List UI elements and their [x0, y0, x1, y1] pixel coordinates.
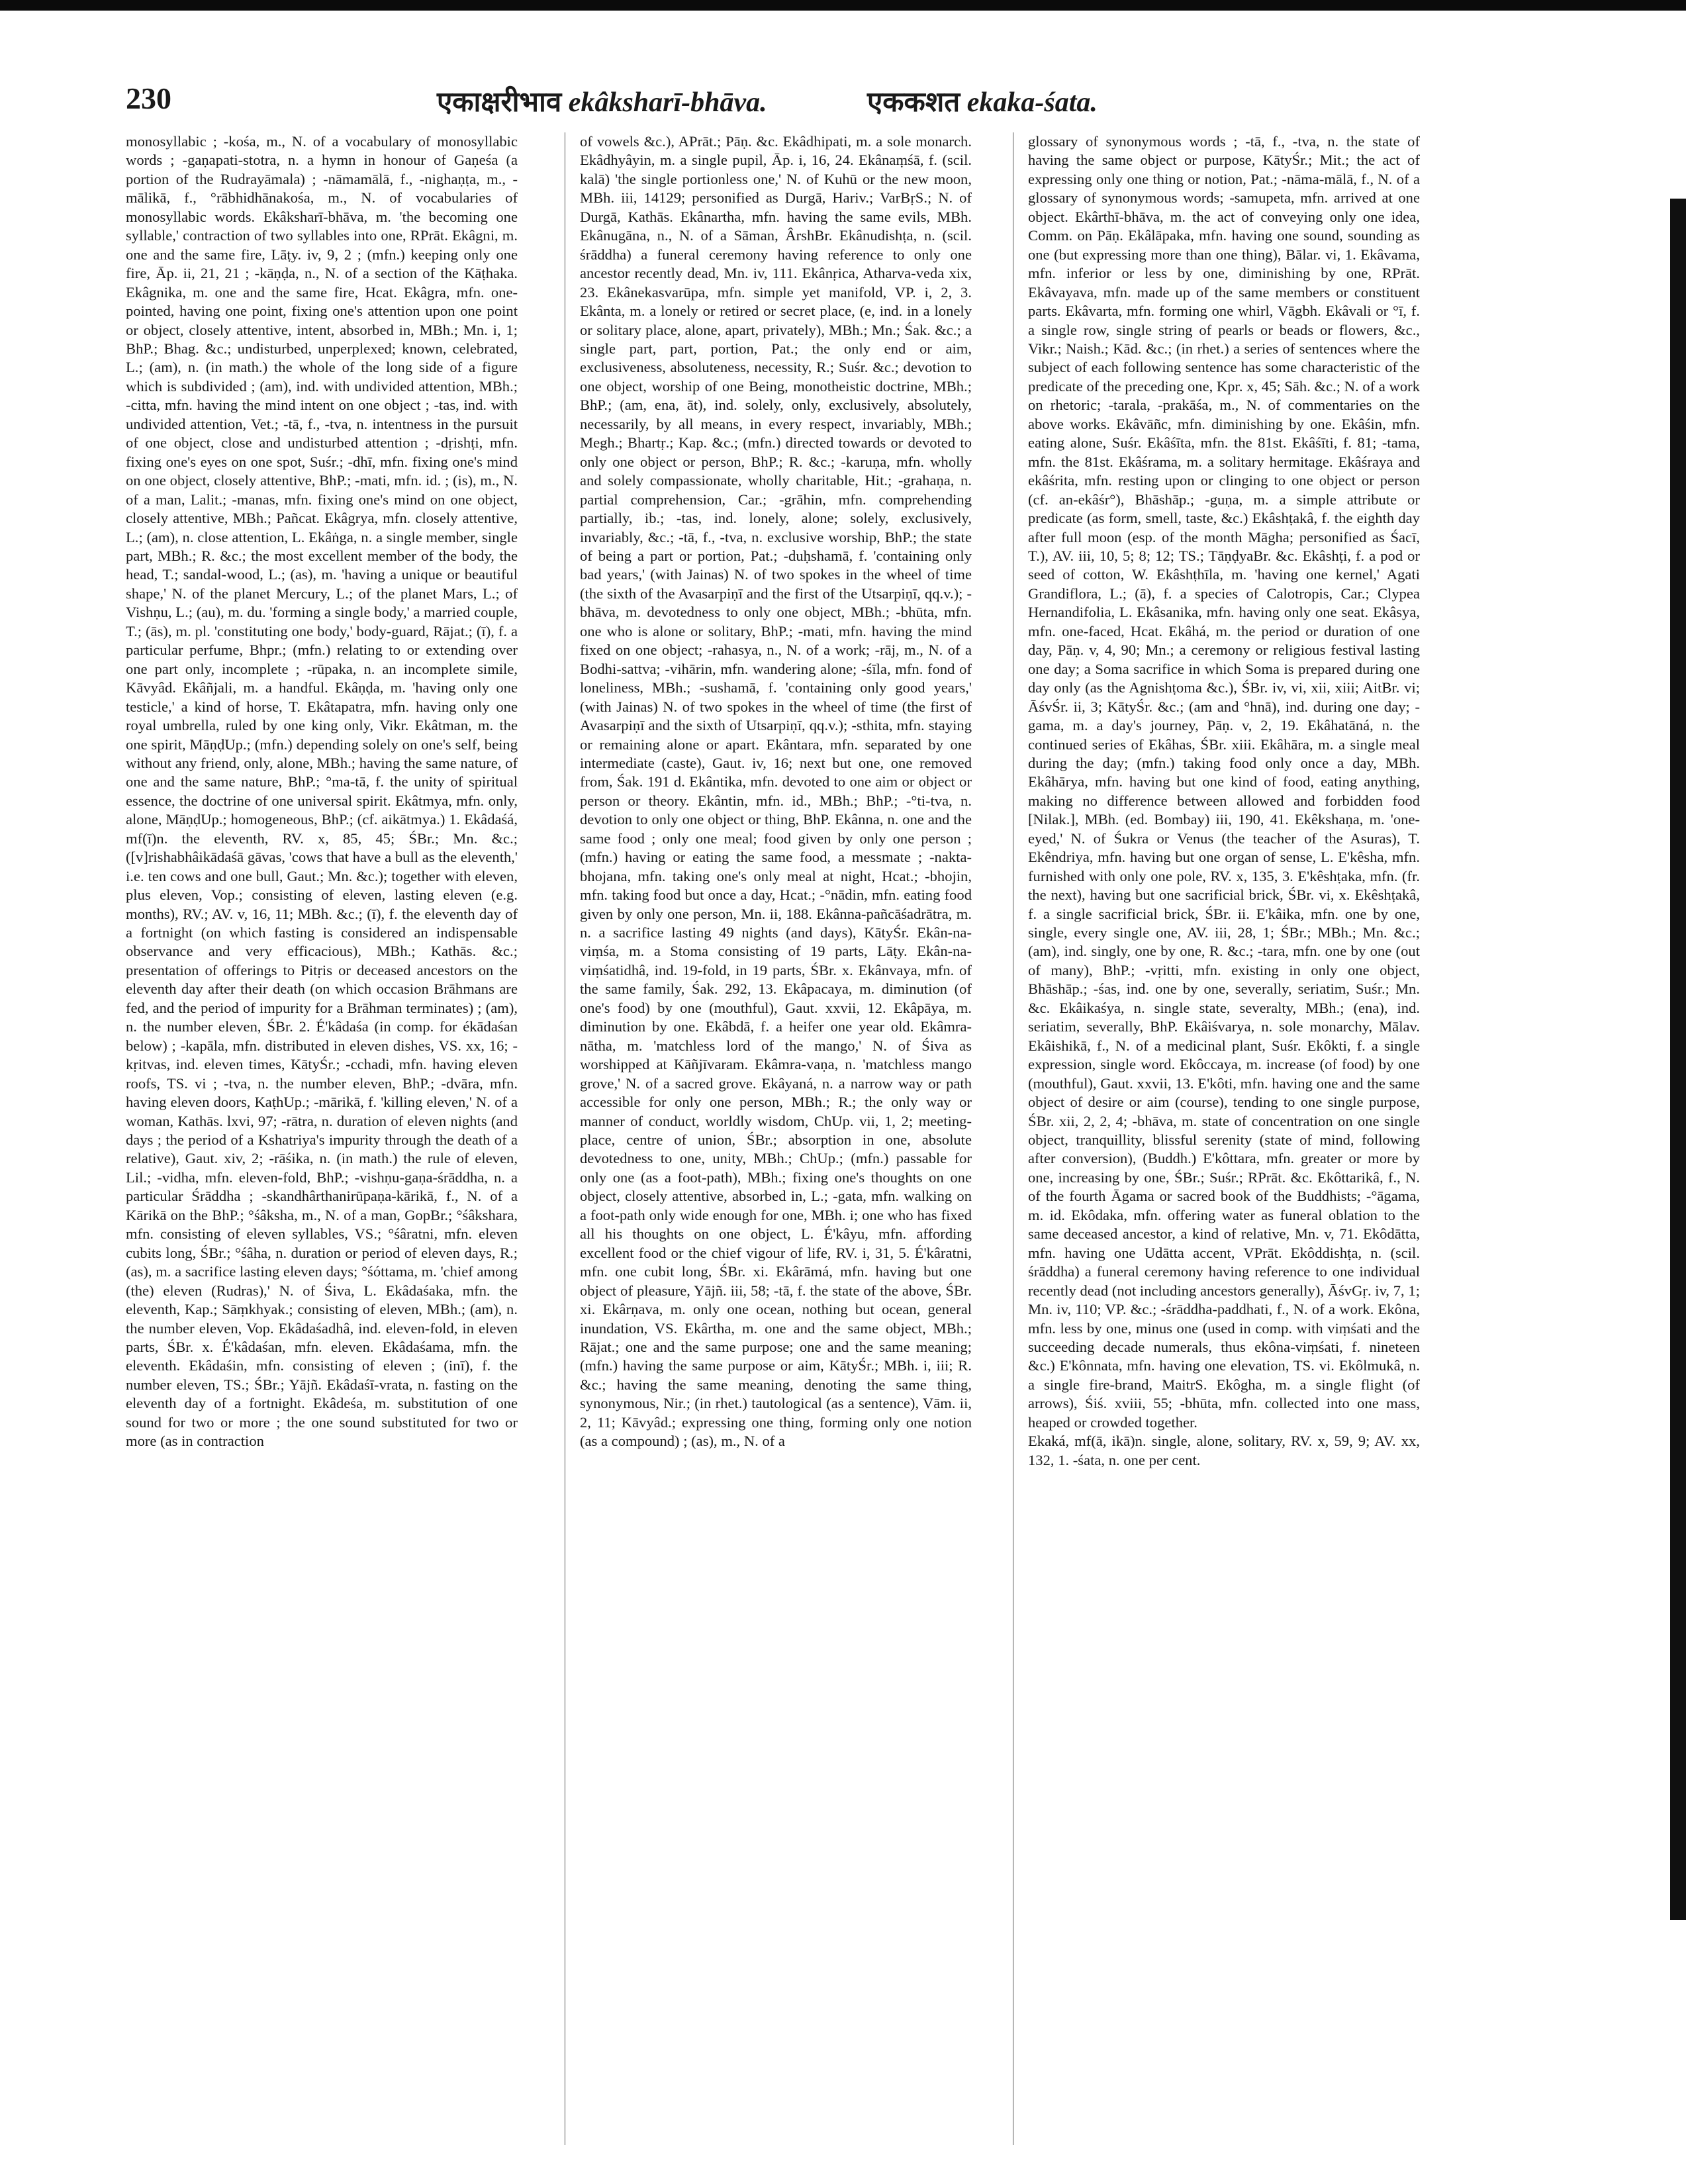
left-headword-devanagari: एकाक्षरीभाव: [437, 85, 562, 118]
left-running-headword: [437, 82, 767, 120]
page-header: [126, 78, 1324, 131]
right-running-headword: [867, 82, 1098, 120]
top-border-bar: [0, 0, 1686, 11]
dictionary-column-1: monosyllabic ; -kośa, m., N. of a vocabulary of monosyllabic words ; -gaṇapati-stotra, n. a hymn in honour of Gaṇeśa (a portion of the Rudrayāmala) ; -nāmamālā, f., -nighaṇṭa, m., -mālikā, f., °rābhidhānakośa, m., N. of vocabularies of monosyllabic words. Ekâksharī-bhāva, m. 'the becoming one syllable,' contraction of two syllables into one, RPrāt. Ekâgni, m. one and the same fire, Lāṭy. iv, 9, 2 ; (mfn.) keeping only one fire, Āp. ii, 21, 21 ; -kāṇḍa, n., N. of a section of the Kāṭhaka. Ekâgnika, m. one and the same fire, Hcat. Ekâgra, mfn. one-pointed, having one point, fixing one's attention upon one point or object, closely attentive, intent, absorbed in, MBh.; Mn. i, 1; BhP.; Bhag. &c.; undisturbed, unperplexed; known, celebrated, L.; (am), n. (in math.) the whole of the long side of a figure which is subdivided ; (am), ind. with undivided attention, MBh.; -citta, mfn. having the mind intent on one object ; -tas, ind. with undivided attention, Vet.; -tā, f., -tva, n. intentness in the pursuit of one object, close and undisturbed attention ; -dṛishṭi, mfn. fixing one's eyes on one spot, Suśr.; -dhī, mfn. fixing one's mind on one object, closely attentive, BhP.; -mati, mfn. id. ; (is), m., N. of a man, Lalit.; -manas, mfn. fixing one's mind on one object, closely attentive, MBh.; Pañcat. Ekâgrya, mfn. closely attentive, L.; (am), n. close attention, L. Ekâṅga, n. a single member, single part, MBh.; R. &c.; the most excellent member of the body, the head, T.; sandal-wood, L.; (as), m. 'having a unique or beautiful shape,' N. of the planet Mercury, L.; of the planet Mars, L.; of Vishṇu, L.; (au), m. du. 'forming a single body,' a married couple, T.; (ās), m. pl. 'constituting one body,' body-guard, Rājat.; (ī), f. a particular perfume, Bhpr.; (mfn.) relating to or extending over one part only, incomplete ; -rūpaka, n. an incomplete simile, Kāvyâd. Ekâñjali, m. a handful. Ekâṇḍa, m. 'having only one testicle,' a kind of horse, T. Ekâtapatra, mfn. having only one royal umbrella, ruled by one king only, Vikr. Ekâtman, m. the one spirit, MāṇḍUp.; (mfn.) depending solely on one's self, being without any friend, only, alone, MBh.; having the same nature, of one and the same nature, BhP.; °ma-tā, f. the unity of spiritual essence, the doctrine of one universal spirit. Ekâtmya, mfn. only, alone, MāṇḍUp.; homogeneous, BhP.; (cf. aikātmya.) 1. Ekâdaśá, mf(ī)n. the eleventh, RV. x, 85, 45; ŚBr.; Mn. &c.; ([v]rishabhâikādaśā gāvas, 'cows that have a bull as the eleventh,' i.e. ten cows and one bull, Gaut.; Mn. &c.); together with eleven, plus eleven, Vop.; consisting of eleven, lasting eleven (e.g. months), RV.; AV. v, 16, 11; MBh. &c.; (ī), f. the eleventh day of a fortnight (on which fasting is considered an indispensable observance and very efficacious), MBh.; Kathās. &c.; presentation of offerings to Pitṛis or deceased ancestors on the eleventh day after their death (on which occasion Brāhmans are fed, and the period of impurity for a Brāhman terminates) ; (am), n. the number eleven, ŚBr. 2. É'kâdaśa (in comp. for ékādaśan below) ; -kapāla, mfn. distributed in eleven dishes, VS. xx, 16; -kṛitvas, ind. eleven times, KātyŚr.; -cchadi, mfn. having eleven roofs, TS. vi ; -tva, n. the number eleven, BhP.; -dvāra, mfn. having eleven doors, KaṭhUp.; -mārikā, f. 'killing eleven,' N. of a woman, Kathās. lxvi, 97; -rātra, n. duration of eleven nights (and days ; the period of a Kshatriya's impurity through the death of a relative), Gaut. xiv, 2; -rāśika, n. (in math.) the rule of eleven, Lil.; -vidha, mfn. eleven-fold, BhP.; -vishṇu-gaṇa-śrāddha, n. a particular Śrāddha ; -skandhârthanirūpaṇa-kārikā, f., N. of a Kārikā on the BhP.; °śâksha, m., N. of a man, GopBr.; °śâkshara, mfn. consisting of eleven syllables, VS.; °śâratni, mfn. eleven cubits long, ŚBr.; °śâha, n. duration or period of eleven days, R.; (as), m. a sacrifice lasting eleven days; °śóttama, m. 'chief among (the) eleven (Rudras),' N. of Śiva, L. Ekâdaśaka, mfn. the eleventh, Kap.; Sāṃkhyak.; consisting of eleven, MBh.; (am), n. the number eleven, Vop. Ekâdaśadhâ, ind. eleven-fold, in eleven parts, ŚBr. x. É'kâdaśan, mfn. eleven. Ekâdaśama, mfn. the eleventh. Ekâdaśin, mfn. consisting of eleven ; (inī), f. the number eleven, TS.; ŚBr.; Yājñ. Ekâdaśī-vrata, n. fasting on the eleventh day of a fortnight. Ekâdeśa, m. substitution of one sound for two or more ; the one sound substituted for two or more (as in contraction: [126, 133, 518, 1450]
page-number: 230: [126, 81, 171, 115]
right-headword-devanagari: एककशत: [867, 85, 960, 118]
right-headword-latin: ekaka-śata.: [966, 87, 1098, 118]
dictionary-column-2: of vowels &c.), APrāt.; Pāṇ. &c. Ekâdhipati, m. a sole monarch. Ekâdhyâyin, m. a single pupil, Āp. i, 16, 24. Ekânaṃśā, f. (scil. kalā) 'the single portionless one,' N. of Kuhū or the new moon, MBh. iii, 14129; personified as Durgā, Hariv.; VarBṛS.; N. of Durgā, Kathās. Ekânartha, mfn. having the same evils, MBh. Ekânugāna, n., N. of a Sāman, ÂrshBr. Ekânudishṭa, n. (scil. śrāddha) a funeral ceremony having reference to only one ancestor recently dead, Mn. iv, 111. Ekânṛica, Atharva-veda xix, 23. Ekânekasvarūpa, mfn. simple yet manifold, VP. i, 2, 3. Ekânta, m. a lonely or retired or secret place, (e, ind. in a lonely or solitary place, alone, apart, privately), MBh.; Mn.; Śak. &c.; a single part, part, portion, Pat.; the only end or aim, exclusiveness, absoluteness, necessity, R.; Suśr. &c.; devotion to one object, worship of one Being, monotheistic doctrine, MBh.; BhP.; (am, ena, āt), ind. solely, only, exclusively, absolutely, necessarily, by all means, in every respect, invariably, MBh.; Megh.; Bhartṛ.; Kap. &c.; (mfn.) directed towards or devoted to only one object or person, BhP.; R. &c.; -karuṇa, mfn. wholly and solely compassionate, wholly charitable, Hit.; -grahaṇa, n. partial comprehension, Car.; -grāhin, mfn. comprehending partially, ib.; -tas, ind. lonely, alone; solely, exclusively, invariably, &c.; -tā, f., -tva, n. exclusive worship, BhP.; the state of being a part or portion, Pat.; -duḥshamā, f. 'containing only bad years,' (with Jainas) N. of two spokes in the wheel of time (the sixth of the Avasarpiṇī and the first of the Utsarpiṇī, qq.v.); -bhāva, m. devotedness to only one object, MBh.; -bhūta, mfn. one who is alone or solitary, BhP.; -mati, mfn. having the mind fixed on one object; -rahasya, n., N. of a work; -rāj, m., N. of a Bodhi-sattva; -vihārin, mfn. wandering alone; -śīla, mfn. fond of loneliness, MBh.; -sushamā, f. 'containing only good years,' (with Jainas) N. of two spokes in the wheel of time (the first of Avasarpiṇī and the sixth of Utsarpiṇī, qq.v.); -sthita, mfn. staying or remaining alone or apart. Ekântara, mfn. separated by one intermediate (caste), Gaut. iv, 16; next but one, one removed from, Śak. 191 d. Ekântika, mfn. devoted to one aim or object or person or theory. Ekântin, mfn. id., MBh.; BhP.; -°ti-tva, n. devotion to only one object or thing, BhP. Ekânna, n. one and the same food ; only one meal; food given by only one person ; (mfn.) having or eating the same food, a messmate ; -nakta-bhojana, mfn. taking one's only meal at night, Hcat.; -bhojin, mfn. taking food but once a day, Hcat.; -°nādin, mfn. eating food given by only one person, Mn. ii, 188. Ekânna-pañcāśadrātra, m. n. a sacrifice lasting 49 nights (and days), KātyŚr. Ekân-na-viṃśa, m. a Stoma consisting of 19 parts, Lāṭy. Ekân-na-viṃśatidhâ, ind. 19-fold, in 19 parts, ŚBr. x. Ekânvaya, mfn. of the same family, Śak. 292, 13. Ekâpacaya, m. diminution (of one's food) by one (mouthful), Gaut. xxvii, 12. Ekâpāya, m. diminution by one. Ekâbdā, f. a heifer one year old. Ekâmra-nātha, m. 'matchless lord of the mango,' N. of Śiva as worshipped at Kāñjīvaram. Ekâmra-vaṇa, n. 'matchless mango grove,' N. of a sacred grove. Ekâyaná, n. a narrow way or path accessible for only one person, MBh.; R.; the only way or manner of conduct, worldly wisdom, ChUp. vii, 1, 2; meeting-place, centre of union, ŚBr.; absorption in one, absolute devotedness to one, unity, MBh.; ChUp.; (mfn.) passable for only one (as a foot-path), MBh.; fixing one's thoughts on one object, closely attentive, absorbed in, L.; -gata, mfn. walking on a foot-path only wide enough for one, MBh. i; one who has fixed all his thoughts on one object, L. É'kâyu, mfn. affording excellent food or the chief vigour of life, RV. i, 31, 5. É'kâratni, mfn. one cubit long, ŚBr. xi. Ekârāmá, mfn. having but one object of pleasure, Yājñ. iii, 58; -tā, f. the state of the above, ŚBr. xi. Ekârṇava, m. only one ocean, nothing but ocean, general inundation, VS. Ekârtha, m. one and the same object, MBh.; Rājat.; one and the same purpose; one and the same meaning; (mfn.) having the same purpose or aim, KātyŚr.; MBh. i, iii; R. &c.; having the same meaning, denoting the same thing, synonymous, Nir.; (in rhet.) tautological (as a sentence), Vām. ii, 2, 11; Kāvyâd.; expressing one thing, forming only one notion (as a compound) ; (as), m., N. of a: [580, 133, 972, 1450]
scan-edge-shadow: [1670, 199, 1686, 1920]
left-headword-latin: ekâksharī-bhāva.: [568, 87, 767, 118]
dictionary-column-3: glossary of synonymous words ; -tā, f., -tva, n. the state of having the same object or purpose, KātyŚr.; Mit.; the act of expressing only one thing or notion, Pat.; -nāma-mālā, f., N. of a glossary of synonymous words; -samupeta, mfn. arrived at one object. Ekârthī-bhāva, m. the act of conveying only one idea, Comm. on Pāṇ. Ekâlāpaka, mfn. having one sound, sounding as one (but expressing more than one thing), Bālar. vi, 1. Ekâvama, mfn. inferior or less by one, diminishing by one, RPrāt. Ekâvayava, mfn. made up of the same members or constituent parts. Ekâvarta, mfn. forming one whirl, Vāgbh. Ekâvali or °ī, f. a single row, single string of pearls or beads or flowers, &c., Vikr.; Naish.; Kād. &c.; (in rhet.) a series of sentences where the subject of each following sentence has some characteristic of the predicate of the preceding one, Kpr. x, 45; Sāh. &c.; N. of a work on rhetoric; -tarala, -prakāśa, m., N. of commentaries on the above works. Ekâvāñc, mfn. diminishing by one. Ekâśin, mfn. eating alone, Suśr. Ekâśīta, mfn. the 81st. Ekâśīti, f. 81; -tama, mfn. the 81st. Ekâśrama, m. a solitary hermitage. Ekâśraya and ekâśrita, mfn. resting upon or clinging to one object or person (cf. an-ekâśr°), Bhāshāp.; -guṇa, m. a simple attribute or predicate (as form, smell, taste, &c.) Ekâshṭakâ, f. the eighth day after full moon (esp. of the month Māgha; personified as Śacī, T.), AV. iii, 10, 5; 8; 12; TS.; TāṇḍyaBr. &c. Ekâshṭi, f. a pod or seed of cotton, W. Ekâshṭhīla, m. 'having one kernel,' Agati Grandiflora, L.; (ā), f. a species of Calotropis, Car.; Clypea Hernandifolia, L. Ekâsanika, mfn. having only one seat. Ekâsya, mfn. one-faced, Hcat. Ekâhá, m. the period or duration of one day, Pāṇ. v, 4, 90; Mn.; a ceremony or religious festival lasting one day; a Soma sacrifice in which Soma is prepared during one day only (as the Agnishṭoma &c.), ŚBr. iv, vi, xii, xiii; AitBr. vi; ĀśvŚr. ii, 3; KātyŚr. &c.; (am and °hnā), ind. during one day; -gama, m. a day's journey, Pāṇ. v, 2, 19. Ekâhatāná, n. the continued series of Ekâhas, ŚBr. xiii. Ekâhāra, m. a single meal during the day; (mfn.) taking food only once a day, MBh. Ekâhārya, mfn. having but one kind of food, eating anything, making no difference between allowed and forbidden food [Nilak.], MBh. (ed. Bombay) iii, 190, 41. Ekêkshaṇa, m. 'one-eyed,' N. of Śukra or Venus (the teacher of the Asuras), T. Ekêndriya, mfn. having but one organ of sense, L. E'kêsha, mfn. furnished with only one pole, RV. x, 135, 3. E'kêshṭaka, mfn. (fr. the next), having but one sacrificial brick, ŚBr. vi, x. Ekêshṭakâ, f. a single sacrificial brick, ŚBr. ii. E'kâika, mfn. one by one, single, every single one, AV. iii, 28, 1; ŚBr.; MBh.; Mn. &c.; (am), ind. singly, one by one, R. &c.; -tara, mfn. one by one (out of many), BhP.; -vṛitti, mfn. existing in only one object, Bhāshāp.; -śas, ind. one by one, severally, seriatim, Suśr.; Mn. &c. Ekâikaśya, n. single state, severalty, MBh.; (ena), ind. seriatim, severally, BhP. Ekâiśvarya, n. sole monarchy, Mālav. Ekâishikā, f., N. of a medicinal plant, Suśr. Ekôkti, f. a single expression, single word. Ekôccaya, m. increase (of food) by one (mouthful), Gaut. xxvii, 13. E'kôti, mfn. having one and the same object of desire or aim (course), tending to one single purpose, ŚBr. xii, 2, 2, 4; -bhāva, m. state of concentration on one single object, tranquillity, blissful serenity (state of mind, following after conversion), (Buddh.) E'kôttara, mfn. greater or more by one, increasing by one, ŚBr.; Suśr.; RPrāt. &c. Ekôttarikâ, f., N. of the fourth Āgama or sacred book of the Buddhists; -°āgama, m. id. Ekôdaka, mfn. offering water as funeral oblation to the same deceased ancestor, a kind of relative, Mn. v, 71. Ekôdātta, mfn. having one Udātta accent, VPrāt. Ekôddishṭa, n. (scil. śrāddha) a funeral ceremony having reference to one individual recently dead (not including ancestors generally), ĀśvGṛ. iv, 7, 1; Mn. iv, 110; VP. &c.; -śrāddha-paddhati, f., N. of a work. Ekôna, mfn. less by one, minus one (used in comp. with viṃśati and the succeeding decade numerals, thus ekôna-viṃśati, f. nineteen &c.) E'kônnata, mfn. having one elevation, TS. vi. Ekôlmukâ, n. a single fire-brand, MaitrS. Ekôgha, m. a single flight (of arrows), Śiś. xviii, 55; -bhūta, mfn. collected into one mass, heaped or crowded together. Ekaká, mf(ā, ikā)n. single, alone, solitary, RV. x, 59, 9; AV. xx, 132, 1. -śata, n. one per cent.: [1028, 133, 1420, 1468]
